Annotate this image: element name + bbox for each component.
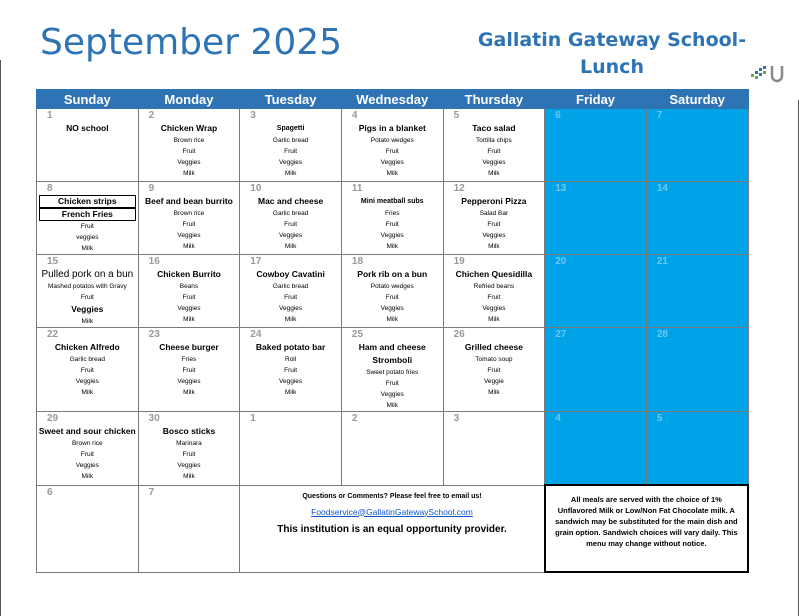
menu-side-item: Milk [81, 389, 94, 396]
menu-main-dish: Pepperoni Pizza [461, 196, 527, 206]
menu-side-item: Veggies [380, 232, 404, 239]
day-number: 8 [47, 183, 53, 194]
day-number: 28 [656, 329, 668, 340]
menu-side-item: Milk [386, 170, 399, 177]
menu-side-item: Milk [183, 316, 195, 323]
day-number: 17 [250, 256, 262, 267]
menu-side-item: Milk [386, 402, 399, 409]
day-number: 1 [47, 110, 53, 121]
menu-side-item: Milk [284, 316, 297, 323]
menu-side-item: Refried beans [473, 283, 515, 290]
menu-side-item: Milk [284, 389, 297, 396]
menu-side-item: Garlic bread [69, 356, 106, 363]
menu-side-item: Tomato soup [475, 356, 513, 363]
day-cell [240, 255, 342, 328]
menu-side-item: Tortilla chips [476, 137, 512, 144]
menu-side-item: Fruit [80, 223, 94, 230]
day-number: 16 [148, 256, 160, 267]
day-number: 4 [555, 413, 561, 424]
menu-side-item: Fruit [284, 294, 298, 301]
day-cell [341, 109, 443, 182]
menu-main-dish: Pork rib on a bun [357, 269, 428, 279]
day-number: 2 [351, 413, 358, 424]
menu-main-dish: French Fries [39, 208, 136, 221]
menu-side-item: Potato wedges [370, 137, 414, 144]
day-cell [443, 328, 545, 412]
menu-side-item: Salad Bar [479, 210, 509, 217]
day-cell [37, 182, 139, 255]
menu-side-item: Milk [183, 243, 195, 250]
menu-side-item: Fruit [385, 380, 399, 387]
day-cell [545, 412, 647, 486]
day-number: 26 [453, 329, 465, 340]
menu-side-item: Fruit [80, 367, 94, 374]
weekday-header-row [37, 90, 749, 109]
day-cell [138, 109, 240, 182]
day-number: 22 [47, 329, 59, 340]
menu-side-item: Veggies [177, 232, 201, 239]
day-number: 25 [351, 329, 364, 340]
menu-side-item: Fries [181, 356, 197, 363]
menu-side-item: Veggies [177, 462, 201, 469]
day-number: 9 [148, 183, 155, 194]
menu-side-item: Milk [183, 473, 195, 480]
day-number: 20 [555, 256, 567, 267]
day-number: 6 [555, 110, 561, 121]
menu-side-item: Veggies [75, 462, 99, 469]
menu-side-item: Veggies [380, 391, 404, 398]
weekday-header-friday: Friday [545, 90, 647, 109]
day-cell [138, 485, 240, 572]
day-cell [341, 328, 443, 412]
menu-side-item: Garlic bread [272, 210, 309, 217]
weekday-header-saturday: Saturday [646, 90, 748, 109]
day-cell [37, 328, 139, 412]
menu-side-item: Milk [81, 318, 94, 325]
day-cell [646, 109, 748, 182]
menu-main-dish: Baked potato bar [255, 342, 326, 352]
day-number: 27 [555, 329, 567, 340]
day-cell [341, 412, 443, 486]
menu-main-dish: Chichen Quesidilla [455, 269, 533, 279]
day-number: 5 [656, 413, 663, 424]
menu-main-dish: Chicken Alfredo [54, 342, 120, 352]
day-cell [443, 412, 545, 486]
menu-side-item: Fruit [284, 148, 298, 155]
menu-side-item: Beans [179, 283, 199, 290]
day-cell [443, 109, 545, 182]
menu-side-item: Fruit [385, 221, 399, 228]
menu-side-item: Fruit [385, 294, 399, 301]
menu-side-item: Fruit [182, 451, 196, 458]
day-cell [545, 109, 647, 182]
menu-side-item: Milk [386, 316, 399, 323]
menu-main-dish: Cowboy Cavatini [256, 269, 325, 279]
menu-side-item: Fruit [80, 451, 94, 458]
calendar-week-row [37, 328, 749, 412]
weekday-header-monday: Monday [138, 90, 240, 109]
email-link[interactable]: Foodservice@GallatinGatewaySchool.com [311, 506, 473, 517]
calendar-week-row [37, 255, 749, 328]
menu-side-item: Fruit [182, 294, 196, 301]
menu-side-item: Fruit [80, 294, 94, 301]
menu-side-item: Veggies [380, 159, 404, 166]
day-cell [545, 255, 647, 328]
menu-main-dish: Ham and cheese Stromboli [358, 342, 426, 365]
day-cell [646, 182, 748, 255]
day-number: 19 [453, 256, 465, 267]
menu-main-dish: Mini meatball subs [360, 198, 424, 205]
equal-opportunity-text: This institution is an equal opportunity provider. [277, 523, 507, 535]
menu-side-item: veggies [76, 234, 99, 241]
menu-side-item: Milk [386, 243, 399, 250]
weekday-header-sunday: Sunday [37, 90, 139, 109]
day-cell [545, 182, 647, 255]
menu-side-item: Veggies [177, 305, 201, 312]
school-name [462, 27, 762, 81]
menu-side-item: Fruit [182, 367, 196, 374]
menu-side-item: Fruit [487, 148, 501, 155]
menu-main-dish: Veggies [71, 304, 104, 314]
menu-side-item: Milk [183, 170, 195, 177]
day-number: 18 [351, 256, 364, 267]
frame-left-edge [0, 60, 1, 616]
menu-side-item: Veggies [380, 305, 404, 312]
menu-side-item: Milk [284, 243, 297, 250]
menu-side-item: Mashed potatos with Gravy [47, 283, 127, 290]
menu-main-dish: Grilled cheese [464, 342, 523, 352]
menu-side-item: Milk [488, 316, 500, 323]
menu-main-dish: Chicken Wrap [160, 123, 218, 133]
calendar-week-row [37, 485, 749, 572]
day-cell [240, 328, 342, 412]
weekday-header-thursday: Thursday [443, 90, 545, 109]
day-cell [341, 182, 443, 255]
menu-main-dish: Taco salad [472, 123, 516, 133]
day-cell [646, 412, 748, 486]
day-number: 13 [555, 183, 567, 194]
menu-main-dish: NO school [66, 123, 109, 133]
day-cell [138, 182, 240, 255]
menu-main-dish: Bosco sticks [162, 426, 216, 436]
day-number: 11 [351, 183, 363, 194]
day-cell [37, 412, 139, 486]
day-number: 14 [656, 183, 668, 194]
questions-text: Questions or Comments? Please feel free to email us! [302, 492, 482, 500]
day-cell [545, 328, 647, 412]
day-number: 1 [250, 413, 256, 424]
day-cell [240, 109, 342, 182]
menu-side-item: Brown rice [173, 137, 205, 144]
day-number: 15 [47, 256, 59, 267]
menu-main-dish: Cheese burger [159, 342, 219, 352]
menu-side-item: Milk [488, 170, 500, 177]
menu-side-item: Veggies [177, 378, 201, 385]
menu-side-item: Fruit [284, 367, 298, 374]
day-cell [240, 182, 342, 255]
day-cell [443, 182, 545, 255]
menu-side-item: Veggies [75, 378, 99, 385]
menu-side-item: Veggie [483, 378, 504, 385]
day-cell [646, 255, 748, 328]
day-number: 7 [656, 110, 663, 121]
day-number: 12 [453, 183, 465, 194]
day-number: 24 [250, 329, 262, 340]
menu-side-item: Fruit [487, 294, 501, 301]
day-number: 10 [250, 183, 262, 194]
menu-side-item: Veggies [482, 305, 506, 312]
menu-side-item: Milk [81, 473, 94, 480]
day-cell [240, 412, 342, 486]
menu-side-item: Fruit [487, 367, 501, 374]
day-number: 6 [47, 486, 53, 498]
calendar-week-row [37, 182, 749, 255]
menu-main-dish: Chicken Burrito [157, 269, 221, 279]
day-number: 7 [148, 486, 155, 498]
day-number: 23 [148, 329, 160, 340]
calendar-week-row [37, 109, 749, 182]
day-cell [37, 255, 139, 328]
menu-side-item: Fruit [487, 221, 501, 228]
day-cell [138, 255, 240, 328]
menu-main-dish: Chicken strips [39, 195, 136, 208]
day-cell [646, 328, 748, 412]
day-number: 29 [47, 413, 59, 424]
menu-side-item: Veggies [482, 159, 506, 166]
menu-main-dish: Pigs in a blanket [358, 123, 426, 133]
menu-side-item: Brown rice [71, 440, 103, 447]
day-cell [37, 109, 139, 182]
day-cell [138, 328, 240, 412]
day-number: 3 [453, 413, 460, 424]
menu-side-item: Garlic bread [272, 283, 309, 290]
menu-main-dish: Spagetti [276, 125, 305, 132]
day-number: 4 [351, 110, 358, 121]
menu-side-item: Fruit [182, 148, 196, 155]
menu-side-item: Milk [183, 389, 195, 396]
menu-side-item: Fries [385, 210, 400, 217]
school-name-line1: Gallatin Gateway School- [477, 29, 747, 51]
menu-main-dish: Pulled pork on a bun [41, 269, 134, 280]
day-cell [443, 255, 545, 328]
menu-side-item: Sweet potato fries [366, 369, 419, 376]
menu-side-item: Veggies [177, 159, 201, 166]
menu-side-item: Veggies [482, 232, 506, 239]
menu-side-item: Marinara [176, 440, 202, 447]
contact-info-cell [240, 485, 545, 572]
menu-side-item: Veggies [279, 159, 303, 166]
weekday-header-wednesday: Wednesday [341, 90, 443, 109]
menu-side-item: Veggies [279, 232, 303, 239]
day-cell [138, 412, 240, 486]
menu-side-item: Milk [488, 389, 500, 396]
milk-note-box: All meals are served with the choice of 1% Unflavored Milk or Low/Non Fat Chocolate milk. A sandwich may be substituted for the main dish and grain option. Sandwich choices will vary daily. This menu may change without notice. [545, 485, 748, 572]
menu-main-dish: Beef and bean burrito [145, 196, 233, 206]
menu-side-item: Milk [81, 245, 94, 252]
menu-side-item: Fruit [284, 221, 298, 228]
day-number: 30 [148, 413, 160, 424]
menu-side-item: Milk [284, 170, 297, 177]
day-number: 2 [148, 110, 155, 121]
menu-side-item: Fruit [182, 221, 196, 228]
calendar-week-row [37, 412, 749, 486]
day-number: 3 [250, 110, 256, 121]
menu-side-item: Veggies [279, 378, 303, 385]
menu-side-item: Veggies [279, 305, 303, 312]
menu-side-item: Garlic bread [272, 137, 309, 144]
menu-side-item: Potato wedges [370, 283, 414, 290]
page-title: September 2025 [40, 22, 343, 63]
district-logo-icon [748, 62, 799, 86]
day-number: 21 [656, 256, 668, 267]
day-cell [37, 485, 139, 572]
day-cell [341, 255, 443, 328]
weekday-header-tuesday: Tuesday [240, 90, 342, 109]
lunch-calendar [36, 89, 749, 573]
day-number: 5 [453, 110, 460, 121]
menu-side-item: Milk [488, 243, 500, 250]
school-name-line2: Lunch [580, 56, 644, 78]
menu-side-item: Brown rice [173, 210, 205, 217]
menu-main-dish: Sweet and sour chicken [38, 426, 136, 436]
menu-main-dish: Mac and cheese [258, 196, 324, 206]
menu-side-item: Fruit [385, 148, 399, 155]
menu-side-item: Roll [285, 356, 297, 363]
